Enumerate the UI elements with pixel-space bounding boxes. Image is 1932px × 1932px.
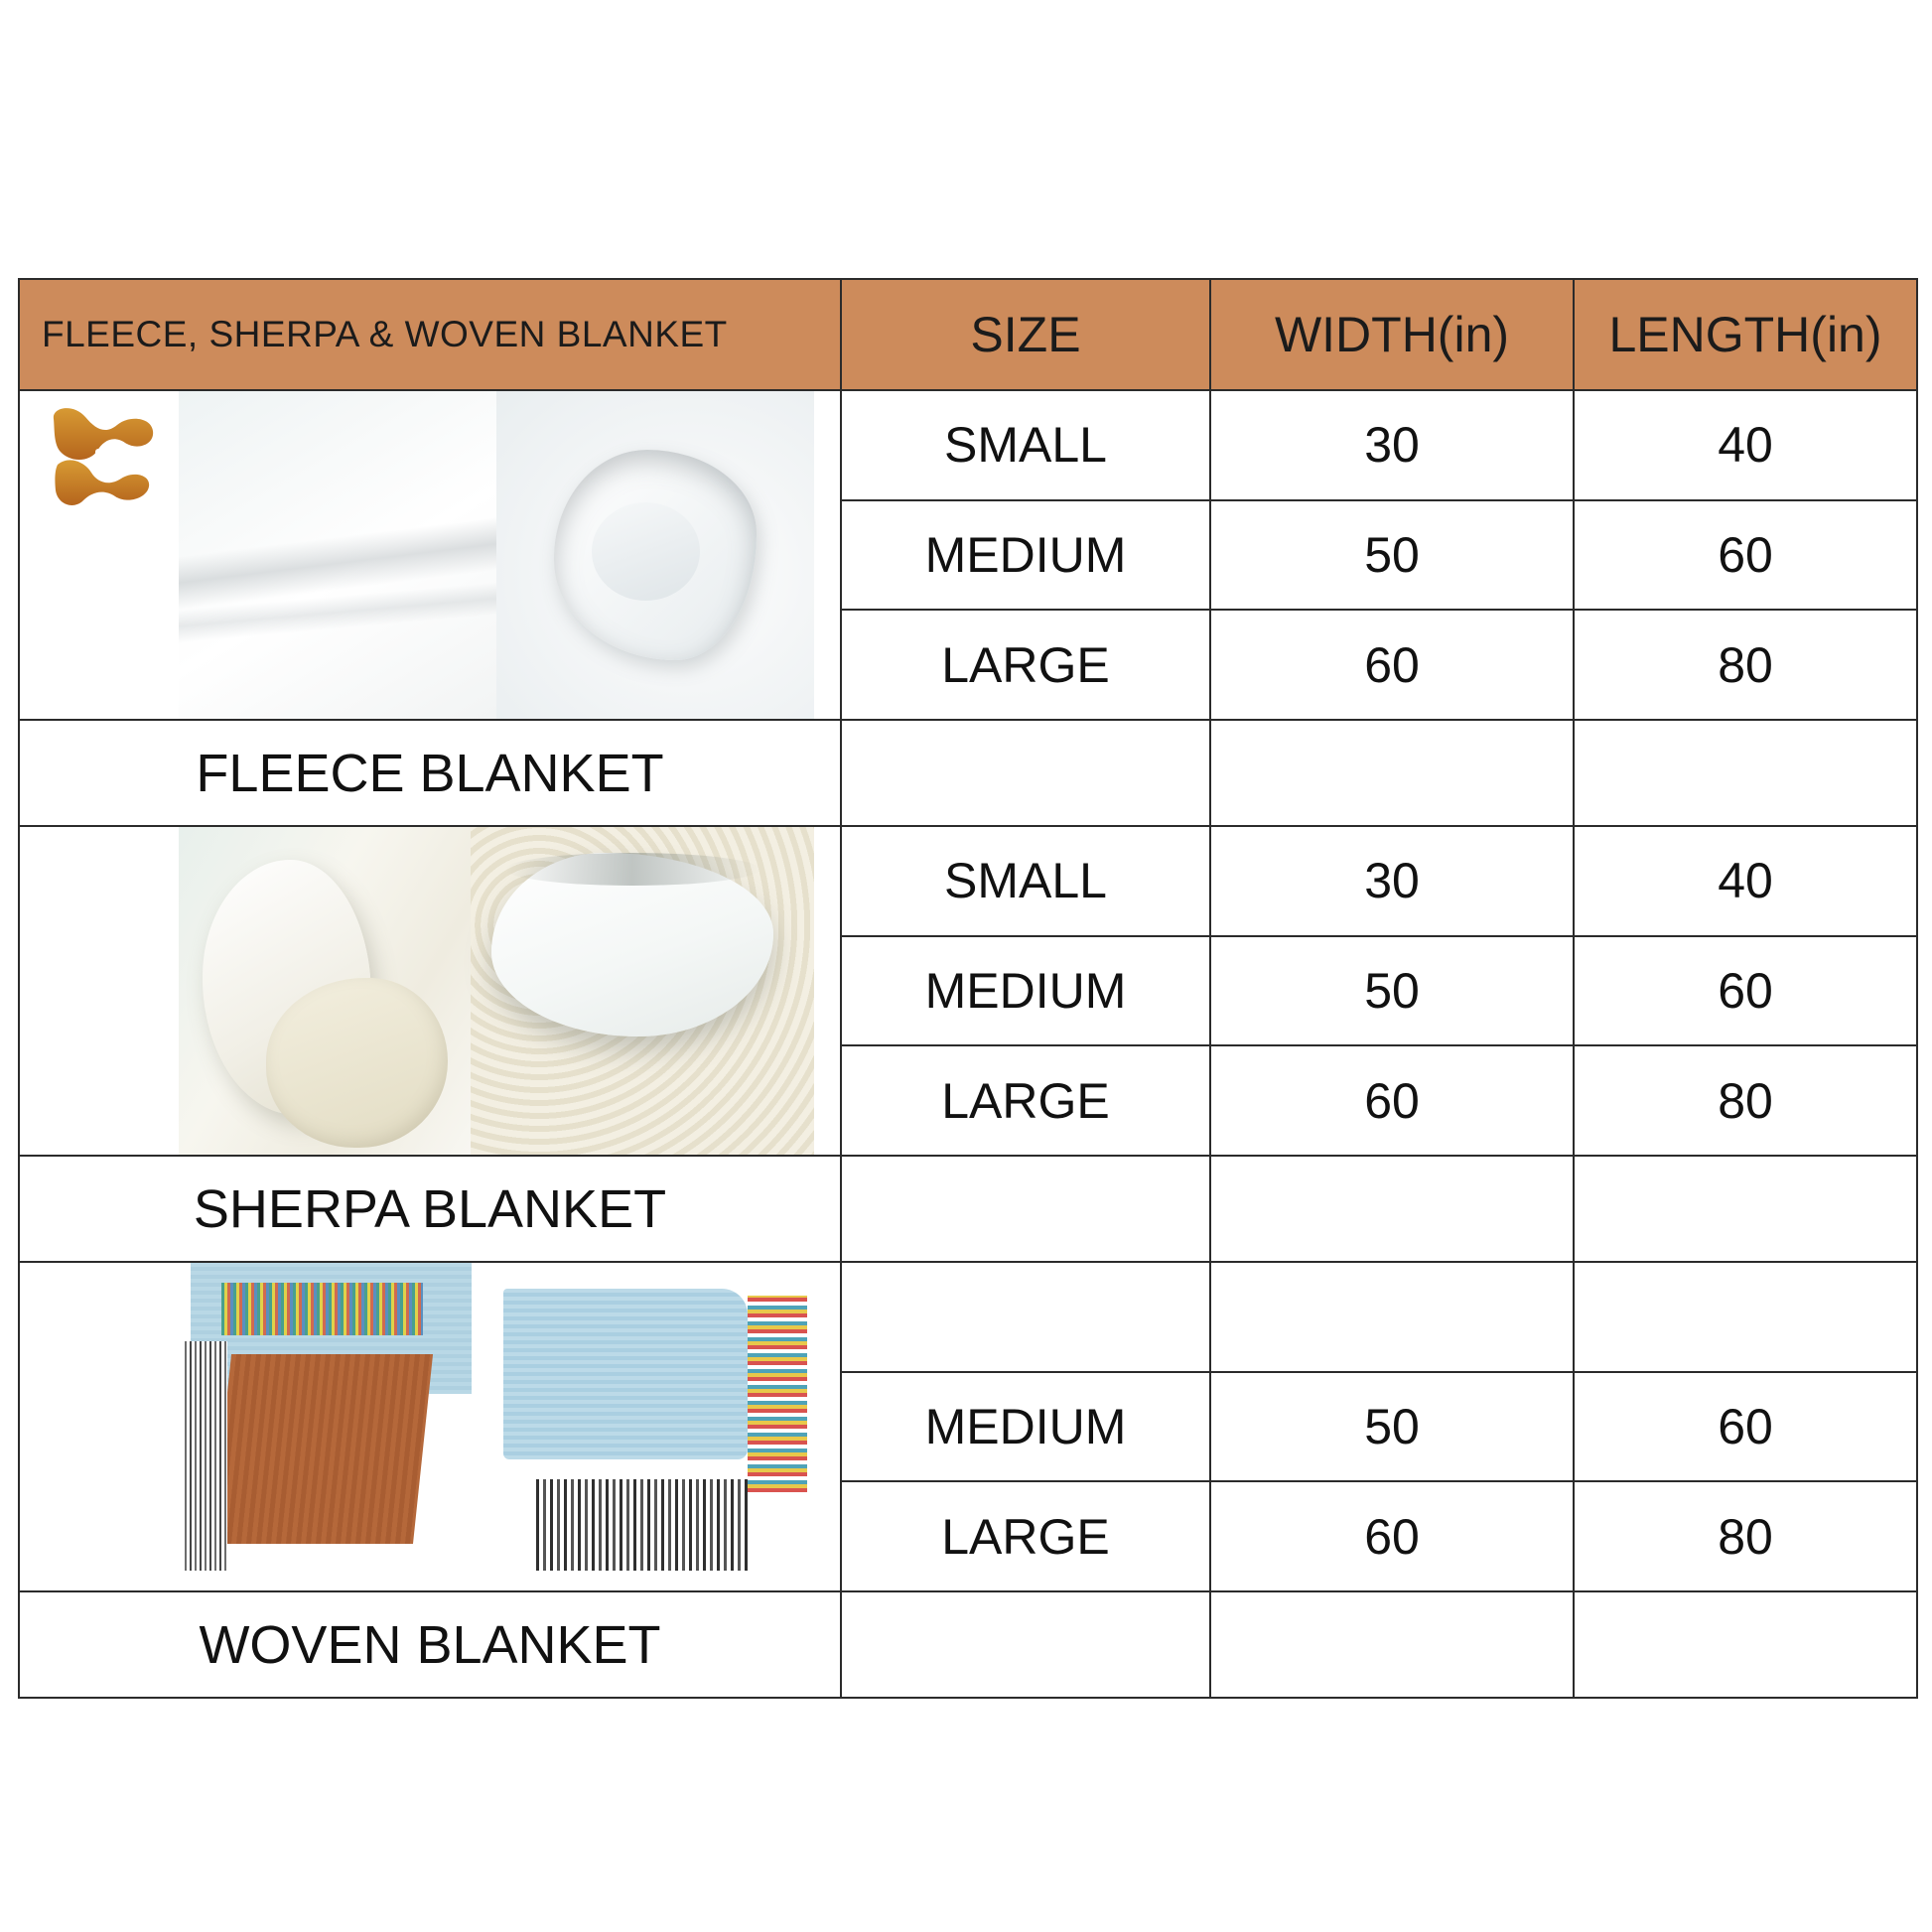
empty-cell bbox=[841, 1156, 1210, 1262]
table-row bbox=[19, 1262, 1917, 1372]
cell-length: 80 bbox=[1574, 610, 1917, 720]
empty-cell bbox=[1210, 1591, 1574, 1698]
cell-width: 30 bbox=[1210, 826, 1574, 936]
cell-length: 60 bbox=[1574, 1372, 1917, 1482]
size-chart-container bbox=[18, 278, 1916, 1699]
blanket-size-chart-table bbox=[18, 278, 1918, 1699]
table-row bbox=[19, 826, 1917, 936]
cell-length: 80 bbox=[1574, 1481, 1917, 1591]
cell-size: LARGE bbox=[841, 1481, 1210, 1591]
table-row bbox=[19, 390, 1917, 500]
cell-width: 50 bbox=[1210, 1372, 1574, 1482]
empty-cell bbox=[841, 720, 1210, 826]
woven-photo-composite bbox=[179, 1263, 814, 1590]
cell-length: 60 bbox=[1574, 936, 1917, 1046]
cell-size: MEDIUM bbox=[841, 500, 1210, 611]
empty-cell bbox=[1210, 1156, 1574, 1262]
table-row bbox=[19, 720, 1917, 826]
fleece-folded-detail bbox=[179, 391, 496, 719]
sherpa-blanket-photo bbox=[19, 826, 841, 1156]
cell-size bbox=[841, 1262, 1210, 1372]
column-header-size: SIZE bbox=[841, 279, 1210, 390]
cell-length: 60 bbox=[1574, 500, 1917, 611]
cell-size: SMALL bbox=[841, 826, 1210, 936]
sherpa-texture-detail bbox=[471, 827, 814, 1155]
cell-length: 40 bbox=[1574, 390, 1917, 500]
column-header-width: WIDTH(in) bbox=[1210, 279, 1574, 390]
cell-size: MEDIUM bbox=[841, 936, 1210, 1046]
empty-cell bbox=[1574, 1156, 1917, 1262]
cell-width: 60 bbox=[1210, 610, 1574, 720]
table-row bbox=[19, 1156, 1917, 1262]
cell-width bbox=[1210, 1262, 1574, 1372]
cell-width: 50 bbox=[1210, 500, 1574, 611]
cell-width: 60 bbox=[1210, 1045, 1574, 1156]
product-name-woven: WOVEN BLANKET bbox=[19, 1591, 841, 1698]
cell-size: LARGE bbox=[841, 610, 1210, 720]
table-row bbox=[19, 1591, 1917, 1698]
column-header-length: LENGTH(in) bbox=[1574, 279, 1917, 390]
table-header-row bbox=[19, 279, 1917, 390]
empty-cell bbox=[1574, 1591, 1917, 1698]
fleece-blanket-photo bbox=[19, 390, 841, 720]
brand-logo-icon bbox=[34, 401, 173, 510]
woven-fringe-detail bbox=[483, 1263, 814, 1590]
cell-width: 30 bbox=[1210, 390, 1574, 500]
woven-blanket-photo bbox=[19, 1262, 841, 1591]
fleece-corner-detail bbox=[496, 391, 814, 719]
empty-cell bbox=[841, 1591, 1210, 1698]
empty-cell bbox=[1574, 720, 1917, 826]
cell-length: 40 bbox=[1574, 826, 1917, 936]
cell-size: LARGE bbox=[841, 1045, 1210, 1156]
fleece-photo-composite bbox=[179, 391, 814, 719]
cell-length: 80 bbox=[1574, 1045, 1917, 1156]
cell-size: SMALL bbox=[841, 390, 1210, 500]
empty-cell bbox=[1210, 720, 1574, 826]
cell-length bbox=[1574, 1262, 1917, 1372]
chart-title: FLEECE, SHERPA & WOVEN BLANKET bbox=[19, 279, 841, 390]
cell-size: MEDIUM bbox=[841, 1372, 1210, 1482]
woven-folded-detail bbox=[179, 1263, 483, 1590]
cell-width: 50 bbox=[1210, 936, 1574, 1046]
sherpa-folded-detail bbox=[179, 827, 471, 1155]
product-name-fleece: FLEECE BLANKET bbox=[19, 720, 841, 826]
sherpa-photo-composite bbox=[179, 827, 814, 1155]
product-name-sherpa: SHERPA BLANKET bbox=[19, 1156, 841, 1262]
cell-width: 60 bbox=[1210, 1481, 1574, 1591]
